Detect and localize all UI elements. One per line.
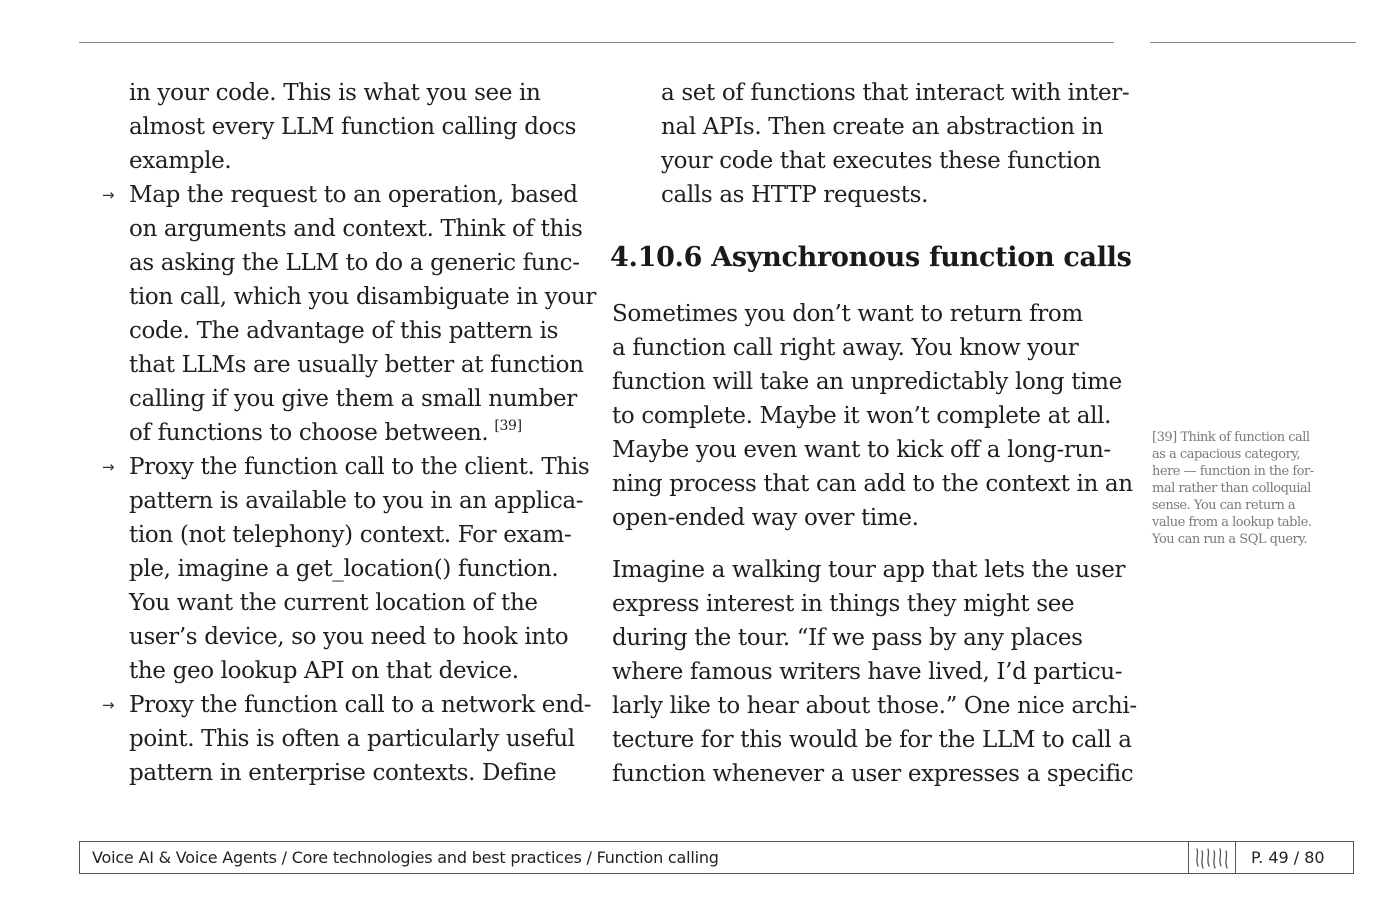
text-line: a set of functions that interact with inter- xyxy=(661,80,1130,106)
text-line: larly like to hear about those.” One nice archi- xyxy=(612,693,1137,719)
text-line: calls as HTTP requests. xyxy=(661,182,929,208)
sidenote-line: as a capacious category, xyxy=(1152,447,1301,462)
sidenote-line: value from a lookup table. xyxy=(1152,515,1312,530)
text-line: in your code. This is what you see in xyxy=(129,80,541,106)
text-line: on arguments and context. Think of this xyxy=(129,216,583,242)
text-line: to complete. Maybe it won’t complete at all. xyxy=(612,403,1112,429)
text-line: ple, imagine a get_location() function. xyxy=(129,556,559,582)
sidenote-line: here — function in the for- xyxy=(1152,464,1314,479)
text-line: pattern in enterprise contexts. Define xyxy=(129,760,557,786)
footnote-link[interactable]: [39] xyxy=(494,418,522,434)
text-line: the geo lookup API on that device. xyxy=(129,658,519,684)
text-line: tecture for this would be for the LLM to call a xyxy=(612,727,1132,753)
brand-logo-icon xyxy=(1189,842,1234,873)
text-line: a function call right away. You know your xyxy=(612,335,1079,361)
text-line: function whenever a user expresses a specific xyxy=(612,761,1134,787)
section-heading: 4.10.6 Asynchronous function calls xyxy=(610,242,1132,273)
text-line: You want the current location of the xyxy=(129,590,538,616)
page-number: P. 49 / 80 xyxy=(1251,848,1325,867)
sidenote-line: mal rather than colloquial xyxy=(1152,481,1311,496)
sidenote-rule xyxy=(1150,42,1356,43)
sidenote-line: sense. You can return a xyxy=(1152,498,1296,513)
text-line: user’s device, so you need to hook into xyxy=(129,624,569,650)
bullet-line: → Proxy the function call to a network end- xyxy=(129,688,591,722)
text-line: code. The advantage of this pattern is xyxy=(129,318,559,344)
breadcrumb[interactable]: Voice AI & Voice Agents / Core technologies and best practices / Function calling xyxy=(92,848,719,867)
text-line: pattern is available to you in an applica- xyxy=(129,488,584,514)
sidenote-line: [39] Think of function call xyxy=(1152,430,1310,445)
footer-bar xyxy=(79,841,1354,874)
text-line: that LLMs are usually better at function xyxy=(129,352,584,378)
text-line: as asking the LLM to do a generic func- xyxy=(129,250,580,276)
sidenote-line: You can run a SQL query. xyxy=(1152,532,1307,547)
text-line: tion call, which you disambiguate in your xyxy=(129,284,596,310)
top-rule xyxy=(79,42,1114,43)
text-line: Maybe you even want to kick off a long-run- xyxy=(612,437,1111,463)
text-line: function will take an unpredictably long time xyxy=(612,369,1122,395)
text-line: of functions to choose between. [39] xyxy=(129,418,522,446)
text-line: express interest in things they might see xyxy=(612,591,1075,617)
arrow-right-icon: → xyxy=(102,458,115,476)
text-line: where famous writers have lived, I’d particu- xyxy=(612,659,1123,685)
sidenote xyxy=(1152,429,1314,548)
text-line: point. This is often a particularly useful xyxy=(129,726,575,752)
text-line: nal APIs. Then create an abstraction in xyxy=(661,114,1104,140)
text-line: example. xyxy=(129,148,232,174)
bullet-line: → Proxy the function call to the client. This xyxy=(129,450,589,484)
arrow-right-icon: → xyxy=(102,186,115,204)
text-line: during the tour. “If we pass by any places xyxy=(612,625,1083,651)
text-line: Sometimes you don’t want to return from xyxy=(612,301,1083,327)
logo-box xyxy=(1188,842,1236,873)
text-line: open-ended way over time. xyxy=(612,505,919,531)
bullet-line: → Map the request to an operation, based xyxy=(129,178,578,212)
arrow-right-icon: → xyxy=(102,696,115,714)
text-line: calling if you give them a small number xyxy=(129,386,577,412)
text-line: your code that executes these function xyxy=(661,148,1101,174)
text-line: ning process that can add to the context in an xyxy=(612,471,1133,497)
text-line: Imagine a walking tour app that lets the user xyxy=(612,557,1126,583)
text-line: almost every LLM function calling docs xyxy=(129,114,577,140)
text-line: tion (not telephony) context. For exam- xyxy=(129,522,572,548)
